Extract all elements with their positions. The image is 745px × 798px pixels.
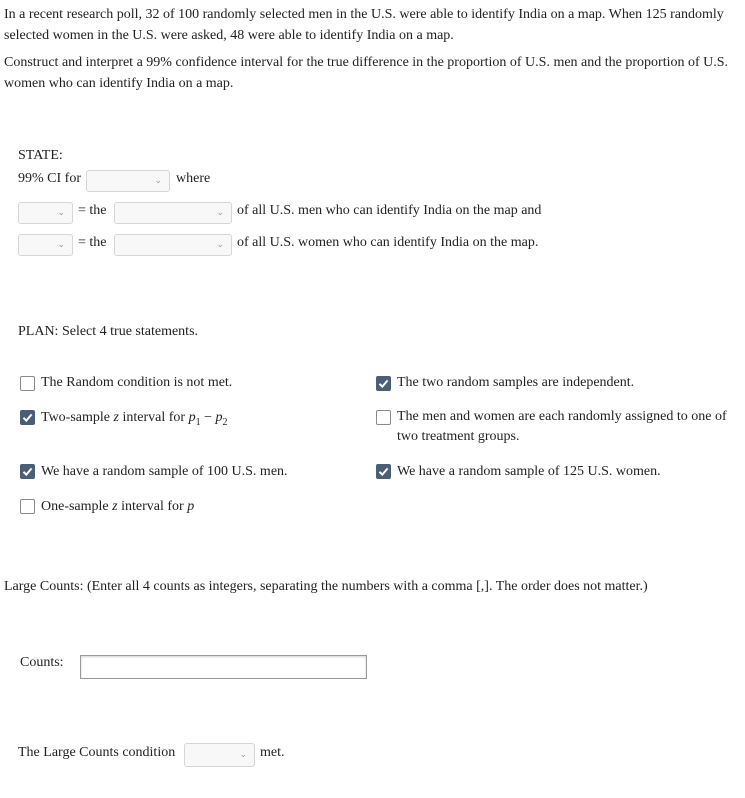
- ci-label: 99% CI for: [18, 171, 81, 186]
- plan-heading: PLAN: Select 4 true statements.: [18, 324, 199, 339]
- men-symbol-dropdown[interactable]: [18, 202, 73, 224]
- option-checkbox-random-sample-women[interactable]: [376, 464, 391, 479]
- option-checkbox-random-sample-men[interactable]: [20, 464, 35, 479]
- chevron-down-icon: ⌄: [57, 240, 65, 250]
- ci-parameter-dropdown[interactable]: [86, 170, 170, 192]
- women-eq-label: = the: [78, 235, 107, 250]
- chevron-down-icon: ⌄: [216, 240, 224, 250]
- large-counts-condition-label: The Large Counts condition: [18, 745, 176, 760]
- chevron-down-icon: ⌄: [216, 208, 224, 218]
- option-label-two-sample: Two-sample z interval for $p_1 - p_2$: [41, 410, 228, 428]
- counts-input[interactable]: [80, 655, 367, 679]
- chevron-down-icon: ⌄: [57, 208, 65, 218]
- option-checkbox-independent[interactable]: [376, 376, 391, 391]
- women-description: of all U.S. women who can identify India on the map.: [237, 235, 539, 250]
- option-checkbox-random-assignment[interactable]: [376, 410, 391, 425]
- option-label: The Random condition is not met.: [41, 375, 233, 390]
- chevron-down-icon: ⌄: [239, 750, 247, 760]
- checkmark-icon: [22, 412, 33, 423]
- state-heading: STATE:: [18, 148, 63, 163]
- large-counts-met-label: met.: [260, 745, 285, 760]
- women-quantity-dropdown[interactable]: [114, 234, 232, 256]
- checkmark-icon: [378, 466, 389, 477]
- men-quantity-dropdown[interactable]: [114, 202, 232, 224]
- option-checkbox-random-not-met[interactable]: [20, 376, 35, 391]
- checkmark-icon: [22, 466, 33, 477]
- option-checkbox-two-sample-z[interactable]: [20, 410, 35, 425]
- option-label-one-sample: One-sample z interval for p: [41, 499, 195, 514]
- large-counts-instructions: Large Counts: (Enter all 4 counts as integers, separating the numbers with a comma [,]. The order does not matter.): [4, 579, 648, 594]
- large-counts-condition-dropdown[interactable]: [184, 743, 255, 767]
- men-eq-label: = the: [78, 203, 107, 218]
- problem-task: Construct and interpret a 99% confidence interval for the true difference in the proportion of U.S. men and the proportion of U.S. women who can identify India on a map.: [4, 55, 729, 91]
- where-label: where: [176, 171, 211, 186]
- option-label: The men and women are each randomly assigned to one of two treatment groups.: [397, 409, 727, 444]
- counts-label: Counts:: [20, 655, 64, 670]
- checkmark-icon: [378, 378, 389, 389]
- option-checkbox-one-sample-z[interactable]: [20, 499, 35, 514]
- problem-intro: In a recent research poll, 32 of 100 randomly selected men in the U.S. were able to identify India on a map. When 125 randomly selected women in the U.S. were asked, 48 were able to identify India on a map.: [4, 7, 724, 43]
- option-label: We have a random sample of 100 U.S. men.: [41, 464, 288, 479]
- women-symbol-dropdown[interactable]: [18, 234, 73, 256]
- option-label: The two random samples are independent.: [397, 375, 635, 390]
- option-label: We have a random sample of 125 U.S. women.: [397, 464, 661, 479]
- men-description: of all U.S. men who can identify India on the map and: [237, 203, 542, 218]
- chevron-down-icon: ⌄: [154, 176, 162, 186]
